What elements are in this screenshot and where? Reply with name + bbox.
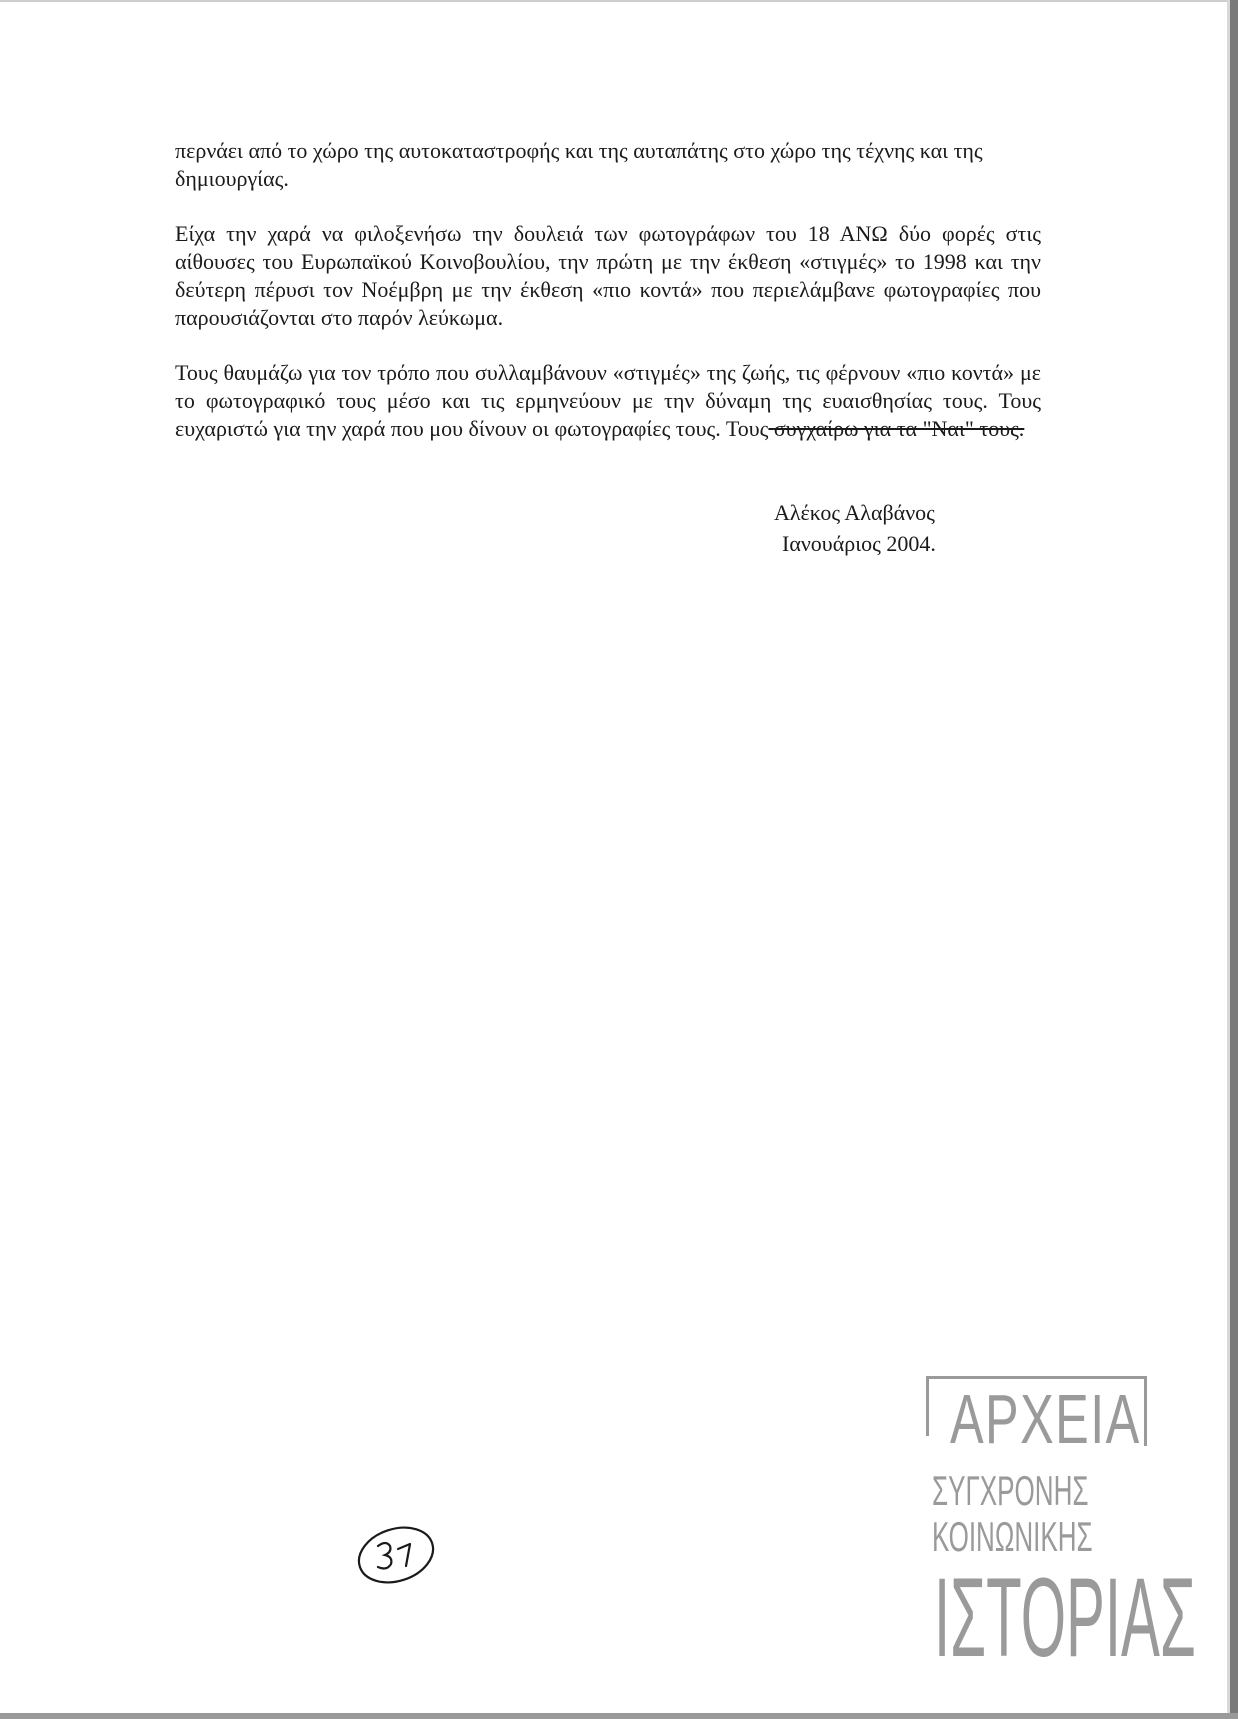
signature-date: Ιανουάριος 2004.: [782, 531, 936, 556]
scan-edge-top: [0, 0, 1238, 2]
stamp-line-4: ΙΣΤΟΡΙΑΣ: [934, 1555, 1196, 1680]
struck-out-phrase: συγχαίρω για τα "Ναι" τους.: [773, 416, 1025, 441]
scan-edge-right: [1230, 0, 1238, 1719]
handwritten-page-number-mark: [354, 1522, 438, 1584]
stamp-line-2: ΣΥΓΧΡΟΝΗΣ: [932, 1467, 1089, 1514]
scan-edge-bottom: [0, 1713, 1238, 1719]
stamp-frame-top: [926, 1376, 1146, 1379]
paragraph-3-text: Τους θαυμάζω για τον τρόπο που συλλαμβάνουν «στιγμές» της ζωής, τις φέρνουν «πιο κοντά» με το φωτογραφικό τους μέσο και τις ερμηνεύουν με την δύναμη της ευαισθησίας τους. Τους ευχαριστώ για την χαρά που μου δίνουν οι φωτογραφίες τους.: [175, 360, 1041, 441]
stamp-line-1: ΑΡΧΕΙΑ: [950, 1380, 1141, 1458]
paragraph-3: [175, 359, 1041, 443]
stamp-line-3: ΚΟΙΝΩΝΙΚΗΣ: [932, 1513, 1093, 1560]
stamp-frame-right: [1144, 1376, 1147, 1446]
paragraph-1: περνάει από το χώρο της αυτοκαταστροφής και της αυταπάτης στο χώρο της τέχνης και της δημιουργίας.: [175, 138, 983, 191]
archive-stamp: [924, 1366, 1196, 1686]
signature-name: Αλέκος Αλαβάνος: [774, 500, 935, 525]
struck-out-text: [768, 416, 1024, 441]
paragraph-3-struck-prefix: Τους: [725, 416, 769, 441]
signature-block: [760, 497, 1000, 559]
paragraph-2: Είχα την χαρά να φιλοξενήσω την δουλειά των φωτογράφων του 18 ΑΝΩ δύο φορές στις αίθουσες του Ευρωπαϊκού Κοινοβουλίου, την πρώτη με την έκθεση «στιγμές» το 1998 και την δεύτερη πέρυσι τον Νοέμβρη με την έκθεση «πιο κοντά» που περιελάμβανε φωτογραφίες που παρουσιάζονται στο παρόν λεύκωμα.: [175, 221, 1041, 330]
stamp-frame-left: [926, 1376, 929, 1436]
letter-body: [175, 137, 1041, 470]
